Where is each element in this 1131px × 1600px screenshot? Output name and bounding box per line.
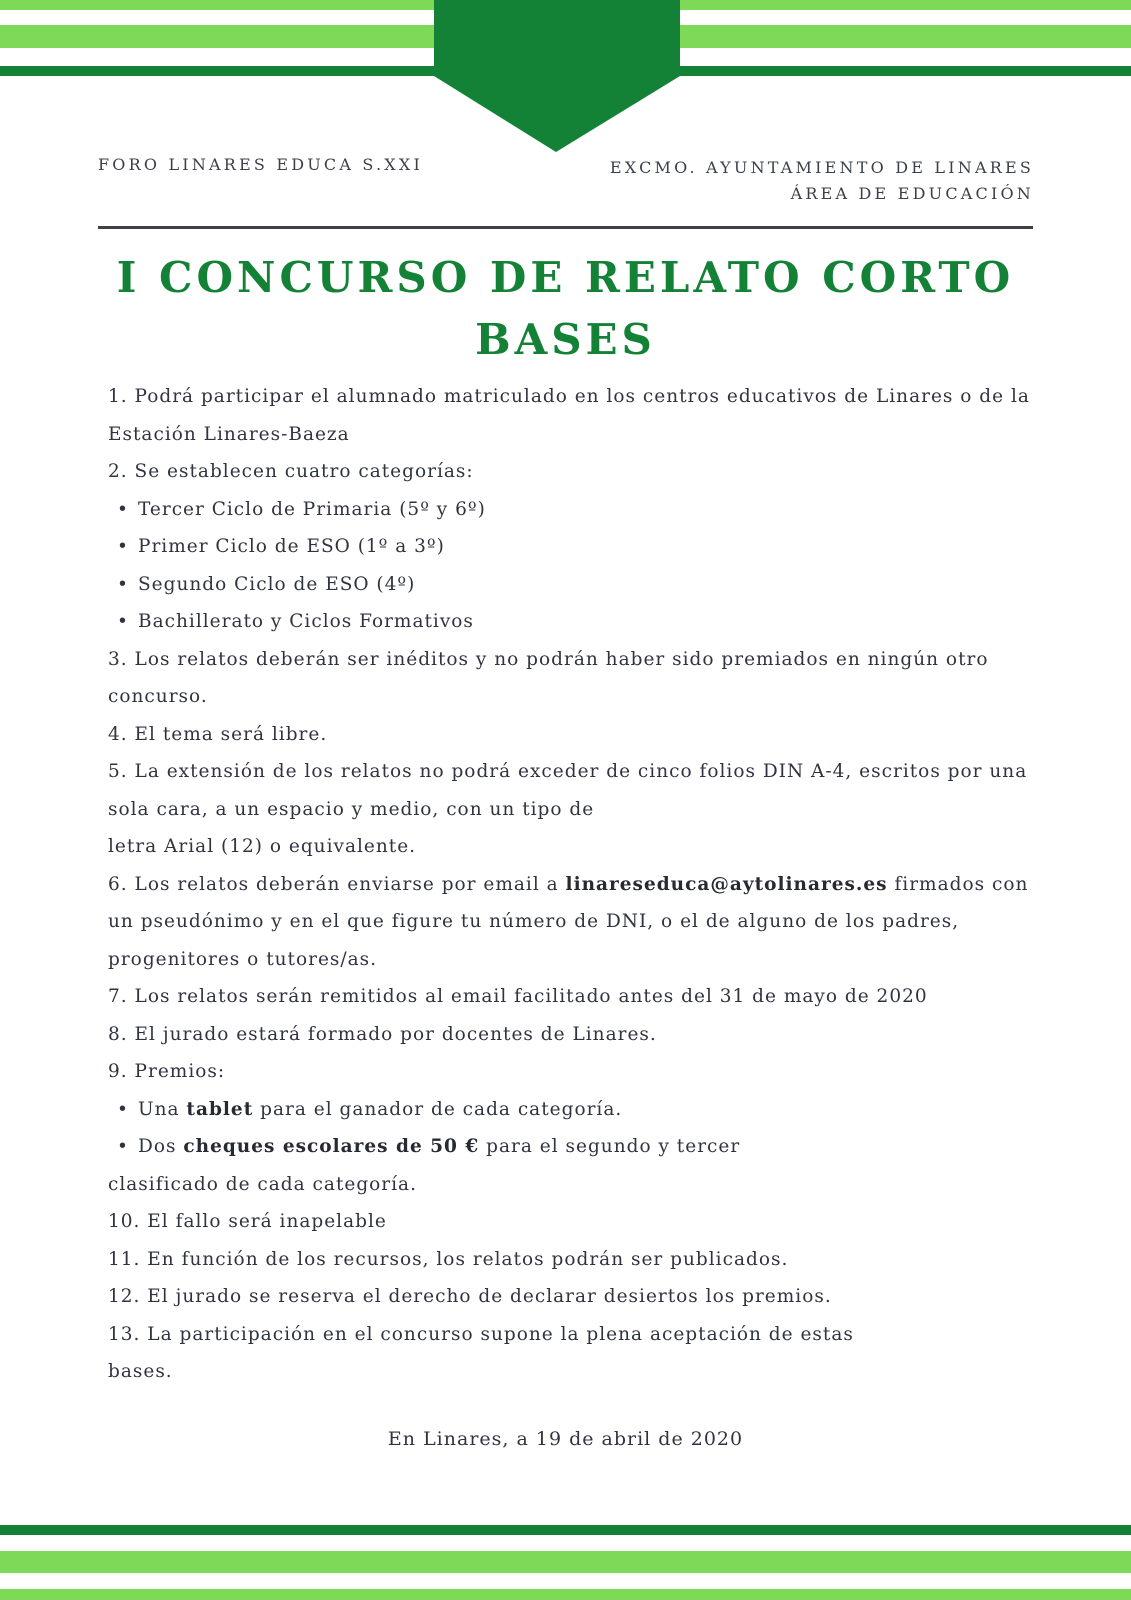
header-divider (98, 226, 1033, 229)
category-item (108, 566, 1043, 604)
category-item (108, 603, 1043, 641)
bottom-stripe-1 (0, 1525, 1131, 1535)
category-item (108, 528, 1043, 566)
prize-item (108, 1128, 1043, 1166)
rules-body (108, 378, 1043, 1391)
prize-item (108, 1091, 1043, 1129)
prize-highlight: tablet (186, 1098, 254, 1120)
rule-3: 3. Los relatos deberán ser inéditos y no podrán haber sido premiados en ningún otro concurso. (108, 648, 989, 707)
header-right-org (610, 155, 1034, 207)
rule-13-cont: bases. (108, 1361, 173, 1382)
rule-7: 7. Los relatos serán remitidos al email facilitado antes del 31 de mayo de 2020 (108, 986, 928, 1007)
rule-5-cont: letra Arial (12) o equivalente. (108, 836, 417, 857)
rule-2: 2. Se establecen cuatro categorías: (108, 461, 474, 482)
category-label: Segundo Ciclo de ESO (4º) (138, 573, 416, 595)
rule-13: 13. La participación en el concurso supone la plena aceptación de estas (108, 1323, 854, 1345)
rule-5: 5. La extensión de los relatos no podrá exceder de cinco folios DIN A-4, escritos por una sola cara, a un espacio y medio, con un tipo de (108, 761, 1028, 820)
page-title (0, 247, 1131, 371)
footer-date: En Linares, a 19 de abril de 2020 (387, 1428, 744, 1450)
category-label: Bachillerato y Ciclos Formativos (138, 611, 474, 632)
prize-text-end: para el segundo y tercer (479, 1136, 741, 1157)
prize-item-cont: clasificado de cada categoría. (108, 1173, 417, 1195)
rule-8: 8. El jurado estará formado por docentes de Linares. (108, 1023, 657, 1045)
contact-email: linareseduca@aytolinares.es (565, 873, 888, 895)
category-item (108, 491, 1043, 529)
category-label: Primer Ciclo de ESO (1º a 3º) (138, 536, 445, 557)
title-line1: I CONCURSO DE RELATO CORTO (116, 253, 1015, 302)
rule-12: 12. El jurado se reserva el derecho de declarar desiertos los premios. (108, 1286, 832, 1307)
rule-11: 11. En función de los recursos, los relatos podrán ser publicados. (108, 1248, 789, 1270)
rule-10: 10. El fallo será inapelable (108, 1211, 387, 1232)
rule-6-text-end: firmados con un pseudónimo y en el que figure tu número de DNI, o el de alguno de los padres, progenitores o tutores/as. (108, 873, 1029, 970)
header-right-line1: EXCMO. AYUNTAMIENTO DE LINARES (609, 158, 1034, 177)
rule-1: 1. Podrá participar el alumnado matriculado en los centros educativos de Linares o de la Estación Linares-Baeza (108, 386, 1030, 445)
header-right-line2: ÁREA DE EDUCACIÓN (790, 184, 1034, 203)
bottom-stripe-2 (0, 1551, 1131, 1573)
bottom-stripe-3 (0, 1589, 1131, 1600)
category-label: Tercer Ciclo de Primaria (5º y 6º) (138, 498, 486, 520)
rule-4: 4. El tema será libre. (108, 723, 328, 745)
header-left-org: FORO LINARES EDUCA S.XXI (98, 155, 423, 174)
prize-text: Dos (138, 1136, 184, 1157)
title-line2: BASES (475, 315, 656, 364)
prize-text: Una (138, 1098, 187, 1120)
rule-6-text: 6. Los relatos deberán enviarse por email a (108, 873, 566, 895)
prize-highlight: cheques escolares de 50 € (183, 1136, 480, 1157)
top-chevron-banner (0, 0, 1131, 160)
rule-9: 9. Premios: (108, 1061, 226, 1082)
rule-6 (108, 866, 1043, 979)
prize-text-end: para el ganador de cada categoría. (253, 1098, 623, 1120)
